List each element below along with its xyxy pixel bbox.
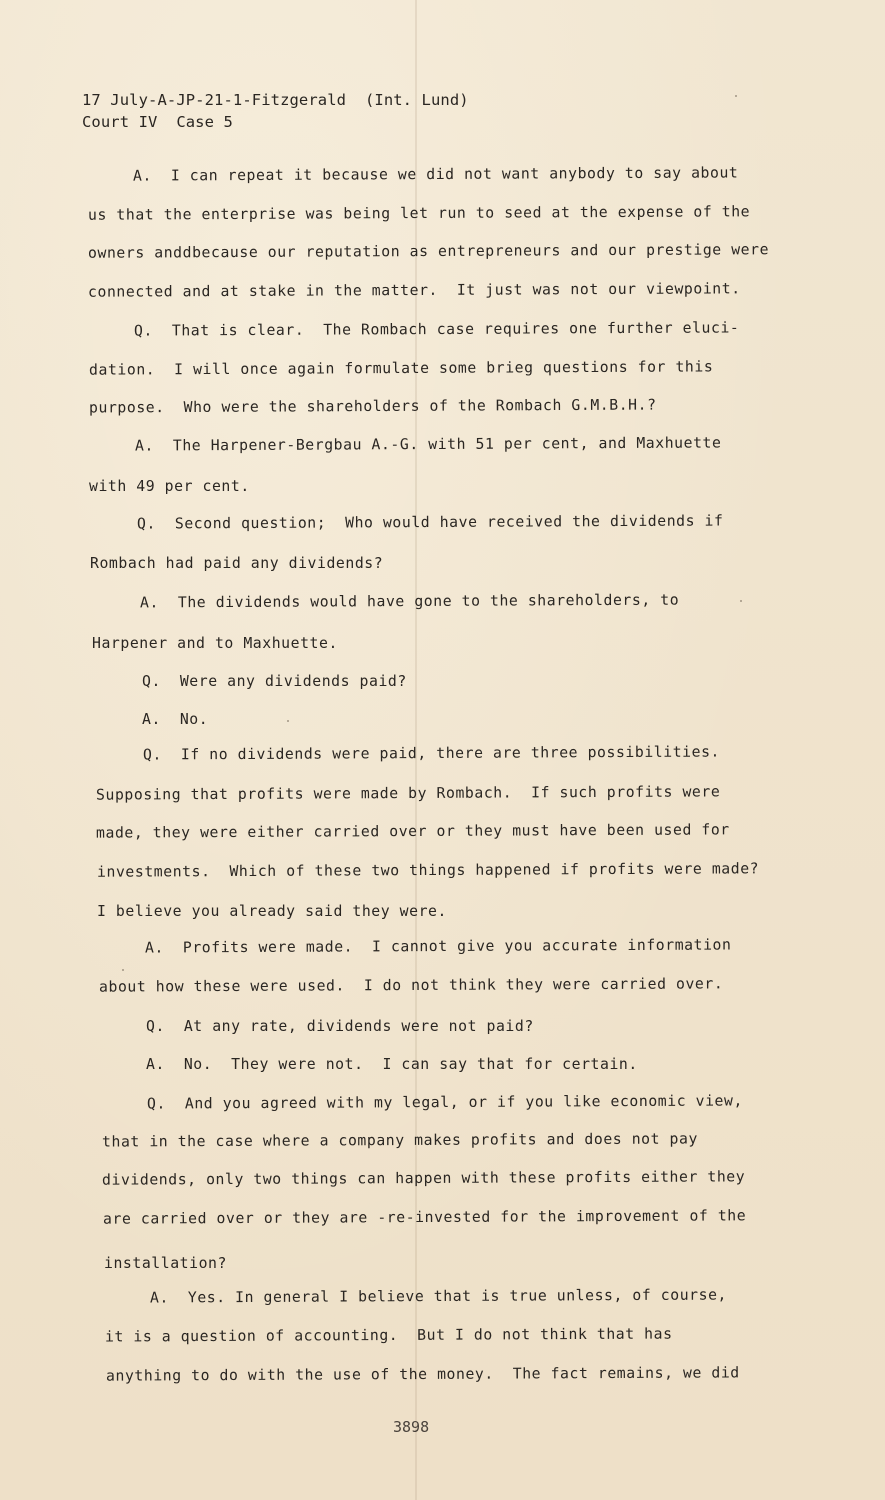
- paper-speck: [122, 969, 124, 971]
- text-line: A. No. They were not. I can say that for certain.: [146, 1056, 638, 1073]
- header-court-line: Court IV Case 5: [82, 113, 233, 131]
- text-line: us that the enterprise was being let run to seed at the expense of the: [87, 203, 751, 224]
- text-line: made, they were either carried over or they must have been used for: [95, 821, 730, 842]
- text-line: A. Yes. In general I believe that is true unless, of course,: [149, 1286, 728, 1307]
- paper-speck: [740, 600, 742, 602]
- text-line: investments. Which of these two things happened if profits were made?: [96, 860, 760, 881]
- text-line: that in the case where a company makes profits and does not pay: [101, 1130, 698, 1151]
- text-line: are carried over or they are -re-invested for the improvement of the: [102, 1207, 747, 1228]
- document-header: [82, 89, 469, 133]
- paper-speck: [287, 720, 289, 722]
- text-line: Rombach had paid any dividends?: [90, 555, 384, 572]
- text-line: Q. Were any dividends paid?: [142, 673, 407, 690]
- text-line: Harpener and to Maxhuette.: [92, 635, 338, 652]
- text-line: A. The dividends would have gone to the shareholders, to: [139, 591, 680, 612]
- text-line: anything to do with the use of the money. The fact remains, we did: [105, 1364, 740, 1385]
- text-line: dividends, only two things can happen with these profits either they: [101, 1168, 746, 1189]
- text-line: Supposing that profits were made by Rombach. If such profits were: [95, 783, 721, 804]
- text-line: about how these were used. I do not think they were carried over.: [98, 975, 724, 996]
- text-line: purpose. Who were the shareholders of the Rombach G.M.B.H.?: [88, 396, 657, 417]
- text-line: A. The Harpener-Bergbau A.-G. with 51 per cent, and Maxhuette: [134, 434, 722, 455]
- text-line: I believe you already said they were.: [97, 903, 447, 920]
- text-line: A. Profits were made. I cannot give you accurate information: [144, 936, 732, 957]
- text-line: A. No.: [142, 711, 209, 728]
- text-line: Q. And you agreed with my legal, or if you like economic view,: [146, 1092, 743, 1113]
- text-line: owners anddbecause our reputation as entrepreneurs and our prestige were: [87, 241, 770, 262]
- text-line: Q. If no dividends were paid, there are three possibilities.: [142, 743, 721, 764]
- text-line: Q. At any rate, dividends were not paid?: [146, 1018, 534, 1035]
- text-line: Q. That is clear. The Rombach case requires one further eluci-: [133, 319, 740, 340]
- text-line: with 49 per cent.: [89, 478, 250, 495]
- text-line: installation?: [104, 1255, 227, 1272]
- text-line: Q. Second question; Who would have received the dividends if: [136, 512, 724, 533]
- text-line: connected and at stake in the matter. It just was not our viewpoint.: [87, 280, 741, 301]
- text-line: it is a question of accounting. But I do not think that has: [104, 1325, 673, 1346]
- paper-speck: [735, 95, 737, 97]
- text-line: A. I can repeat it because we did not want anybody to say about: [132, 164, 739, 185]
- text-line: dation. I will once again formulate some brieg questions for this: [88, 358, 714, 379]
- page-number: 3898: [393, 1418, 430, 1436]
- header-reference-line: 17 July-A-JP-21-1-Fitzgerald (Int. Lund): [82, 91, 469, 109]
